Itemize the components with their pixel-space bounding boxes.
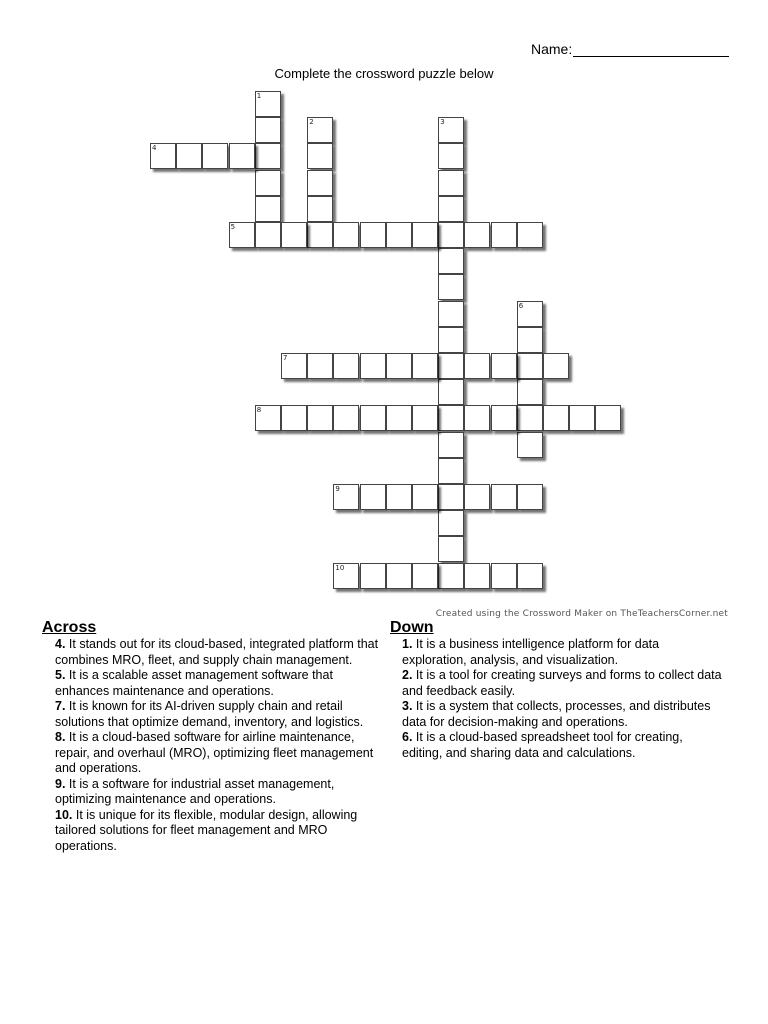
crossword-cell[interactable] (491, 222, 517, 248)
crossword-cell[interactable] (438, 301, 464, 327)
crossword-cell[interactable] (438, 248, 464, 274)
crossword-cell[interactable] (464, 353, 490, 379)
clue-number: 2 (309, 118, 314, 127)
crossword-cell[interactable] (491, 353, 517, 379)
crossword-cell[interactable] (569, 405, 595, 431)
crossword-cell[interactable] (255, 117, 281, 143)
crossword-cell[interactable] (333, 563, 359, 589)
clue-text: It is a system that collects, processes, and distributes data for decision-making and operations. (402, 699, 711, 729)
crossword-cell[interactable] (360, 484, 386, 510)
crossword-cell[interactable] (412, 484, 438, 510)
crossword-cell[interactable] (386, 484, 412, 510)
crossword-cell[interactable] (360, 222, 386, 248)
across-clue (55, 777, 387, 808)
crossword-cell[interactable] (307, 143, 333, 169)
across-clues (42, 619, 387, 854)
crossword-cell[interactable] (438, 274, 464, 300)
clue-number: 4. (55, 637, 66, 651)
clue-text: It is a software for industrial asset management, optimizing maintenance and operations. (55, 776, 335, 806)
across-clue (55, 668, 387, 699)
clue-number: 8 (256, 406, 262, 415)
crossword-cell[interactable] (464, 405, 490, 431)
crossword-cell[interactable] (438, 563, 464, 589)
crossword-cell[interactable] (229, 222, 255, 248)
crossword-cell[interactable] (517, 301, 543, 327)
crossword-cell[interactable] (281, 222, 307, 248)
crossword-cell[interactable] (307, 405, 333, 431)
crossword-cell[interactable] (255, 143, 281, 169)
crossword-cell[interactable] (491, 405, 517, 431)
crossword-cell[interactable] (386, 563, 412, 589)
crossword-cell[interactable] (307, 222, 333, 248)
crossword-cell[interactable] (281, 353, 307, 379)
clue-number: 4 (152, 144, 157, 153)
crossword-cell[interactable] (176, 143, 202, 169)
clue-text: It is a business intelligence platform for data exploration, analysis, and visualization. (402, 637, 660, 667)
crossword-cell[interactable] (517, 563, 543, 589)
crossword-cell[interactable] (543, 405, 569, 431)
clue-text: It stands out for its cloud-based, integrated platform that combines MRO, fleet, and supply chain management. (55, 637, 379, 667)
crossword-cell[interactable] (255, 405, 281, 431)
down-clue-list (390, 637, 725, 761)
crossword-cell[interactable] (491, 484, 517, 510)
crossword-cell[interactable] (150, 143, 176, 169)
crossword-cell[interactable] (517, 405, 543, 431)
crossword-cell[interactable] (307, 170, 333, 196)
clue-number: 2. (402, 668, 413, 682)
crossword-cell[interactable] (412, 563, 438, 589)
clue-number: 6. (402, 730, 413, 744)
across-clue (55, 699, 387, 730)
instructions: Complete the crossword puzzle below (274, 66, 494, 81)
crossword-cell[interactable] (438, 196, 464, 222)
crossword-cell[interactable] (438, 484, 464, 510)
down-clue (402, 637, 725, 668)
clue-number: 7 (283, 354, 288, 362)
clue-text: It is a tool for creating surveys and forms to collect data and feedback easily. (402, 668, 722, 698)
clue-number: 10. (55, 807, 73, 822)
crossword-cell[interactable] (202, 143, 228, 169)
clue-number: 9 (335, 485, 340, 493)
clue-number: 10 (335, 563, 345, 572)
crossword-cell[interactable] (438, 353, 464, 379)
crossword-cell[interactable] (281, 405, 307, 431)
down-clues (390, 619, 725, 761)
crossword-cell[interactable] (517, 222, 543, 248)
clue-text: It is unique for its flexible, modular design, allowing tailored solutions for fleet management and MRO operations. (55, 807, 358, 853)
crossword-cell[interactable] (517, 432, 543, 458)
name-label: Name: (531, 41, 573, 57)
crossword-cell[interactable] (438, 432, 464, 458)
crossword-cell[interactable] (333, 484, 359, 510)
crossword-cell[interactable] (412, 405, 438, 431)
clue-text: It is a cloud-based spreadsheet tool for creating, editing, and sharing data and calculations. (402, 730, 683, 760)
crossword-cell[interactable] (333, 405, 359, 431)
crossword-cell[interactable] (438, 458, 464, 484)
clue-number: 8. (55, 730, 66, 744)
clue-text: It is known for its AI-driven supply chain and retail solutions that optimize demand, inventory, and logistics. (55, 699, 364, 729)
crossword-cell[interactable] (360, 405, 386, 431)
crossword-cell[interactable] (255, 170, 281, 196)
across-clue (55, 730, 387, 777)
crossword-cell[interactable] (438, 222, 464, 248)
crossword-cell[interactable] (386, 353, 412, 379)
crossword-cell[interactable] (438, 170, 464, 196)
crossword-cell[interactable] (517, 484, 543, 510)
clue-number: 1 (256, 92, 262, 100)
clue-number: 5 (230, 223, 236, 231)
down-clue (402, 730, 725, 761)
clue-number: 6 (518, 301, 524, 310)
crossword-cell[interactable] (464, 484, 490, 510)
crossword-cell[interactable] (491, 563, 517, 589)
crossword-cell[interactable] (307, 117, 333, 143)
credit-text: Created using the Crossword Maker on TheTeachersCorner.net (435, 609, 728, 619)
crossword-cell[interactable] (360, 353, 386, 379)
crossword-cell[interactable] (386, 405, 412, 431)
crossword-cell[interactable] (386, 222, 412, 248)
crossword-cell[interactable] (517, 379, 543, 405)
crossword-cell[interactable] (412, 353, 438, 379)
clue-text: It is a scalable asset management software that enhances maintenance and operations. (55, 668, 333, 698)
crossword-cell[interactable] (255, 222, 281, 248)
crossword-cell[interactable] (333, 222, 359, 248)
crossword-cell[interactable] (255, 91, 281, 117)
crossword-cell[interactable] (438, 117, 464, 143)
across-clue (55, 637, 387, 668)
crossword-cell[interactable] (438, 143, 464, 169)
crossword-cell[interactable] (438, 510, 464, 536)
crossword-cell[interactable] (595, 405, 621, 431)
clue-number: 3. (402, 699, 413, 713)
crossword-cell[interactable] (438, 379, 464, 405)
crossword-cell[interactable] (464, 563, 490, 589)
crossword-cell[interactable] (464, 222, 490, 248)
clue-number: 5. (55, 668, 66, 682)
crossword-cell[interactable] (307, 196, 333, 222)
crossword-cell[interactable] (438, 536, 464, 562)
crossword-cell[interactable] (412, 222, 438, 248)
clue-number: 1. (402, 637, 413, 651)
crossword-cell[interactable] (543, 353, 569, 379)
crossword-cell[interactable] (438, 405, 464, 431)
down-clue (402, 699, 725, 730)
crossword-cell[interactable] (333, 353, 359, 379)
down-heading: Down (390, 619, 434, 636)
clue-text: It is a cloud-based software for airline maintenance, repair, and overhaul (MRO), optimizing fleet management and operations. (55, 730, 374, 775)
across-heading: Across (42, 619, 97, 636)
across-clue-list (42, 637, 387, 854)
crossword-cell[interactable] (255, 196, 281, 222)
crossword-cell[interactable] (517, 327, 543, 353)
clue-number: 7. (55, 699, 66, 713)
crossword-cell[interactable] (438, 327, 464, 353)
crossword-cell[interactable] (229, 143, 255, 169)
crossword-cell[interactable] (307, 353, 333, 379)
clue-number: 9. (55, 776, 66, 791)
across-clue (55, 808, 387, 855)
crossword-cell[interactable] (517, 353, 543, 379)
down-clue (402, 668, 725, 699)
clue-number: 3 (440, 118, 445, 127)
crossword-cell[interactable] (360, 563, 386, 589)
